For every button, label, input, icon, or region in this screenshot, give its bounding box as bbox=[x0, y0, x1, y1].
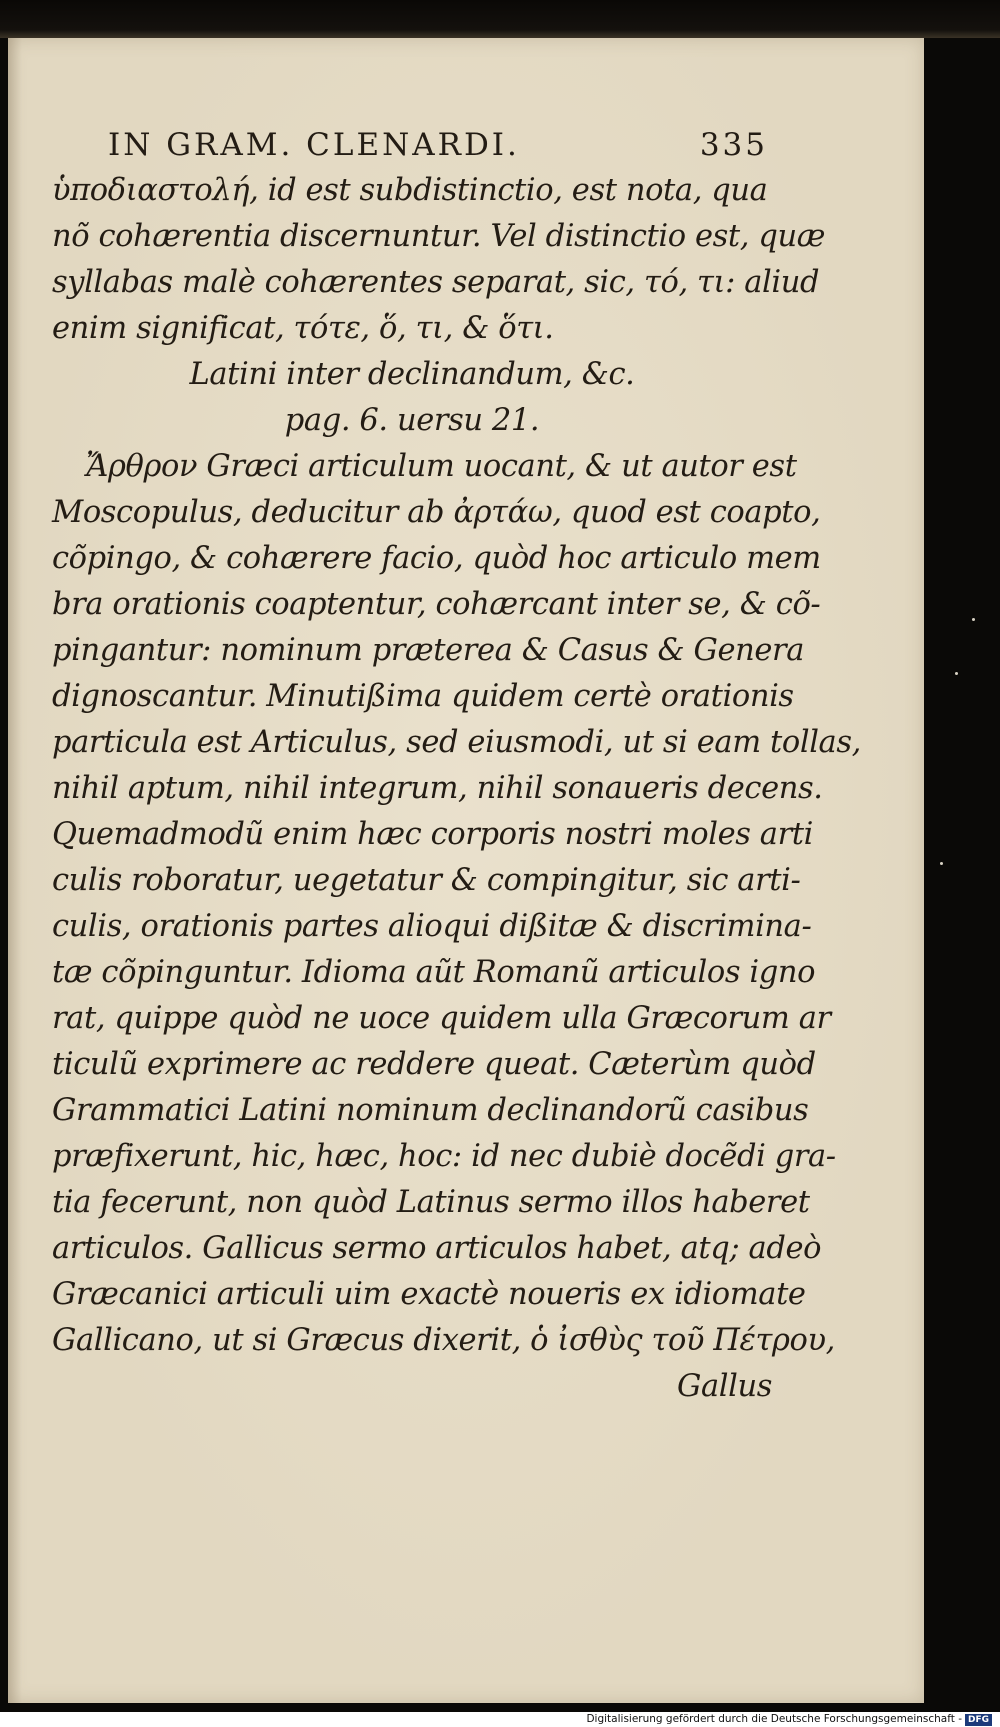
text-line: particula est Articulus, sed eiusmodi, ut si eam tollas, bbox=[52, 725, 861, 760]
text-line: cõpingo, & cohærere facio, quòd hoc articulo mem bbox=[52, 541, 821, 576]
page-number: 335 bbox=[699, 127, 768, 163]
text-line: Gallicano, ut si Græcus dixerit, ὁ ἰσθὺς τοῦ Πέτρου, bbox=[52, 1323, 835, 1358]
text-line: nõ cohærentia discernuntur. Vel distinctio est, quæ bbox=[52, 219, 825, 254]
dfg-logo-badge: DFG bbox=[965, 1714, 992, 1726]
text-line: enim significat, τότε, ὅ, τι, & ὅτι. bbox=[52, 311, 554, 346]
section-reference: pag. 6. uersu 21. bbox=[284, 403, 540, 438]
page-text bbox=[52, 122, 861, 1410]
text-line: Grammatici Latini nominum declinandorũ casibus bbox=[52, 1093, 809, 1128]
section-title: Latini inter declinandum, &c. bbox=[189, 357, 635, 392]
text-line: Moscopulus, deducitur ab ἀρτάω, quod est coapto, bbox=[52, 495, 821, 530]
funding-credit bbox=[586, 1712, 992, 1727]
text-line: ticulũ exprimere ac reddere queat. Cæterùm quòd bbox=[52, 1047, 816, 1082]
text-line: culis roboratur, uegetatur & compingitur, sic arti- bbox=[52, 863, 801, 898]
catchword: Gallus bbox=[677, 1369, 772, 1404]
page-header bbox=[108, 122, 768, 168]
text-line: nihil aptum, nihil integrum, nihil sonaueris decens. bbox=[52, 771, 823, 806]
text-line: culis, orationis partes alioqui dißitæ & discrimina- bbox=[52, 909, 812, 944]
text-line: dignoscantur. Minutißima quidem certè orationis bbox=[52, 679, 794, 714]
footer-bar bbox=[0, 1712, 1000, 1727]
text-line: præfixerunt, hic, hæc, hoc: id nec dubiè docẽdi gra- bbox=[52, 1139, 836, 1174]
text-line: tæ cõpinguntur. Idioma aũt Romanũ articulos igno bbox=[52, 955, 816, 990]
text-line: pingantur: nominum præterea & Casus & Genera bbox=[52, 633, 805, 668]
text-line: Ἄρθρον Græci articulum uocant, & ut autor est bbox=[86, 449, 797, 484]
text-line: tia fecerunt, non quòd Latinus sermo illos haberet bbox=[52, 1185, 810, 1220]
text-line: Quemadmodũ enim hæc corporis nostri moles arti bbox=[52, 817, 813, 852]
text-line: rat, quippe quòd ne uoce quidem ulla Græcorum ar bbox=[52, 1001, 831, 1036]
text-line: ὑποδιαστολή, id est subdistinctio, est nota, qua bbox=[52, 173, 768, 208]
book-top-edge bbox=[0, 0, 1000, 38]
text-line: syllabas malè cohærentes separat, sic, τό, τι: aliud bbox=[52, 265, 820, 300]
running-head: IN GRAM. CLENARDI. bbox=[108, 127, 520, 163]
funding-credit-text: Digitalisierung gefördert durch die Deutsche Forschungsgemeinschaft - bbox=[586, 1713, 962, 1725]
text-line: bra orationis coaptentur, cohærcant inter se, & cõ- bbox=[52, 587, 821, 622]
text-line: articulos. Gallicus sermo articulos habet, atq; adeò bbox=[52, 1231, 822, 1266]
text-line: Græcanici articuli uim exactè noueris ex idiomate bbox=[52, 1277, 806, 1312]
